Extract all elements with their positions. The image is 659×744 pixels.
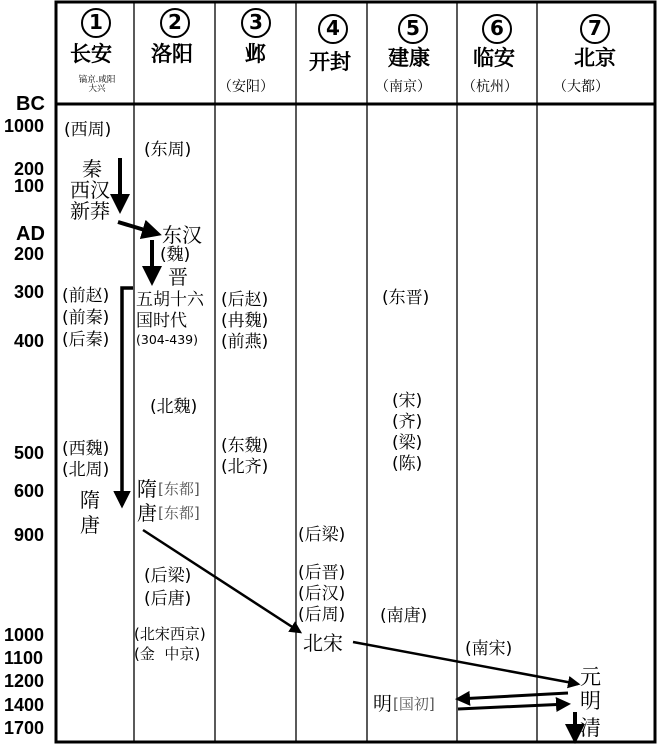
dynasty-dongwei: (东魏) (221, 436, 269, 456)
dynasty-yuan: 元 (580, 665, 601, 689)
dynasty-sui-changan: 隋 (80, 488, 100, 512)
column-number-5: 5 (398, 14, 428, 44)
dynasty-qing: 清 (580, 716, 601, 740)
dynasty-houzhao: (后赵) (221, 290, 269, 310)
year-label: BC (16, 93, 45, 115)
dynasty-xizhou: (西周) (64, 120, 112, 140)
ye-subtitle: （安阳） (218, 79, 274, 95)
early-ming-note: [国初] (393, 695, 435, 713)
dynasty-houqin: (后秦) (62, 330, 110, 350)
dynasty-houtang: (后唐) (144, 589, 192, 609)
jiankang-subtitle: （南京） (375, 79, 431, 95)
column-number-3: 3 (241, 8, 271, 38)
dynasty-beiqi: (北齐) (221, 457, 269, 477)
dynasty-song: (宋) (392, 391, 423, 411)
arrow-luoyang-to-changan-sui (122, 288, 133, 505)
dynasty-qi: (齐) (392, 412, 423, 432)
column-name-kaifeng: 开封 (309, 50, 351, 74)
dynasty-qianqin: (前秦) (62, 308, 110, 328)
dynasty-tang-luoyang: 唐 (137, 501, 157, 525)
dynasty-beiwei: (北魏) (150, 397, 198, 417)
dynasty-tang-changan: 唐 (80, 513, 100, 537)
column-number-7: 7 (580, 14, 610, 44)
year-label: 1100 (4, 648, 44, 668)
dynasty-dongjin: (东晋) (382, 288, 430, 308)
dynasty-sui-luoyang: 隋 (137, 477, 157, 501)
dynasty-houzhou: (后周) (298, 605, 346, 625)
dynasty-nansong: (南宋) (465, 639, 513, 659)
changan-note-line2: 大兴 (88, 84, 106, 95)
year-label: 500 (14, 443, 45, 463)
column-number-2: 2 (160, 8, 190, 38)
year-label: 1000 (4, 625, 45, 645)
dynasty-beisong-xijing: (北宋西京) (134, 625, 206, 643)
period-wuhu-years: (304-439) (136, 332, 198, 347)
column-name-luoyang: 洛阳 (151, 42, 193, 66)
dynasty-wei: (魏) (160, 245, 191, 265)
column-name-changan: 长安 (70, 42, 112, 66)
dynasty-ming-nanjing: 明 (373, 693, 393, 715)
year-label: 400 (14, 331, 45, 351)
linan-subtitle: （杭州） (462, 79, 518, 95)
column-number-4: 4 (318, 14, 348, 44)
year-label: 1400 (4, 695, 45, 715)
dynasty-xiwei: (西魏) (62, 439, 110, 459)
eastern-capital-note: [东都] (158, 504, 200, 522)
dynasty-jin-zhongjing: (金 中京) (134, 645, 201, 663)
dynasty-qianzhao: (前赵) (62, 286, 110, 306)
year-label: 1000 (4, 116, 45, 136)
arrow-nanjing-to-beijing (458, 704, 568, 709)
dynasty-dongzhou: (东周) (144, 140, 192, 160)
dynasty-nantang: (南唐) (380, 606, 428, 626)
dynasty-chen: (陈) (392, 454, 423, 474)
dynasty-ranwei: (冉魏) (221, 311, 269, 331)
year-label: AD (16, 223, 45, 245)
year-label: 900 (14, 525, 45, 545)
column-number-6: 6 (482, 14, 512, 44)
dynasty-donghan: 东汉 (162, 223, 202, 247)
period-wuhu-line2: 国时代 (136, 311, 187, 331)
column-number-1: 1 (81, 8, 111, 38)
dynasty-qin: 秦 (82, 157, 102, 181)
period-wuhu-line1: 五胡十六 (136, 290, 204, 310)
dynasty-houhan: (后汉) (298, 584, 346, 604)
year-label: 200 (14, 159, 45, 179)
dynasty-jin: 晋 (168, 265, 188, 289)
dynasty-xinmang: 新莽 (70, 199, 110, 223)
changan-note (64, 76, 130, 95)
dynasty-beizhou: (北周) (62, 460, 110, 480)
arrow-changan-to-luoyang (118, 222, 158, 234)
year-label: 100 (14, 176, 45, 196)
dynasty-ming-beijing: 明 (580, 689, 601, 713)
eastern-capital-note: [东都] (158, 480, 200, 498)
changan-note-line1: 镐京.咸阳 (78, 75, 116, 85)
dynasty-houjin: (后晋) (298, 563, 346, 583)
year-label: 600 (14, 481, 45, 501)
dynasty-houliang-kaifeng: (后梁) (298, 525, 346, 545)
column-name-beijing: 北京 (574, 46, 616, 70)
year-label: 200 (14, 244, 45, 264)
column-name-linan: 临安 (473, 46, 515, 70)
year-label: 1700 (4, 718, 45, 738)
dynasty-qianyan: (前燕) (221, 332, 269, 352)
column-name-jiankang: 建康 (388, 46, 430, 70)
dynasty-xihan: 西汉 (70, 178, 110, 202)
dynasty-beisong: 北宋 (303, 631, 343, 655)
column-name-ye: 邺 (245, 42, 266, 66)
year-label: 300 (14, 282, 45, 302)
beijing-subtitle: （大都） (553, 79, 609, 95)
year-label: 1200 (4, 671, 45, 691)
dynasty-houliang-luoyang: (后梁) (144, 566, 192, 586)
arrow-beijing-to-nanjing (458, 693, 568, 699)
dynasty-liang: (梁) (392, 433, 423, 453)
